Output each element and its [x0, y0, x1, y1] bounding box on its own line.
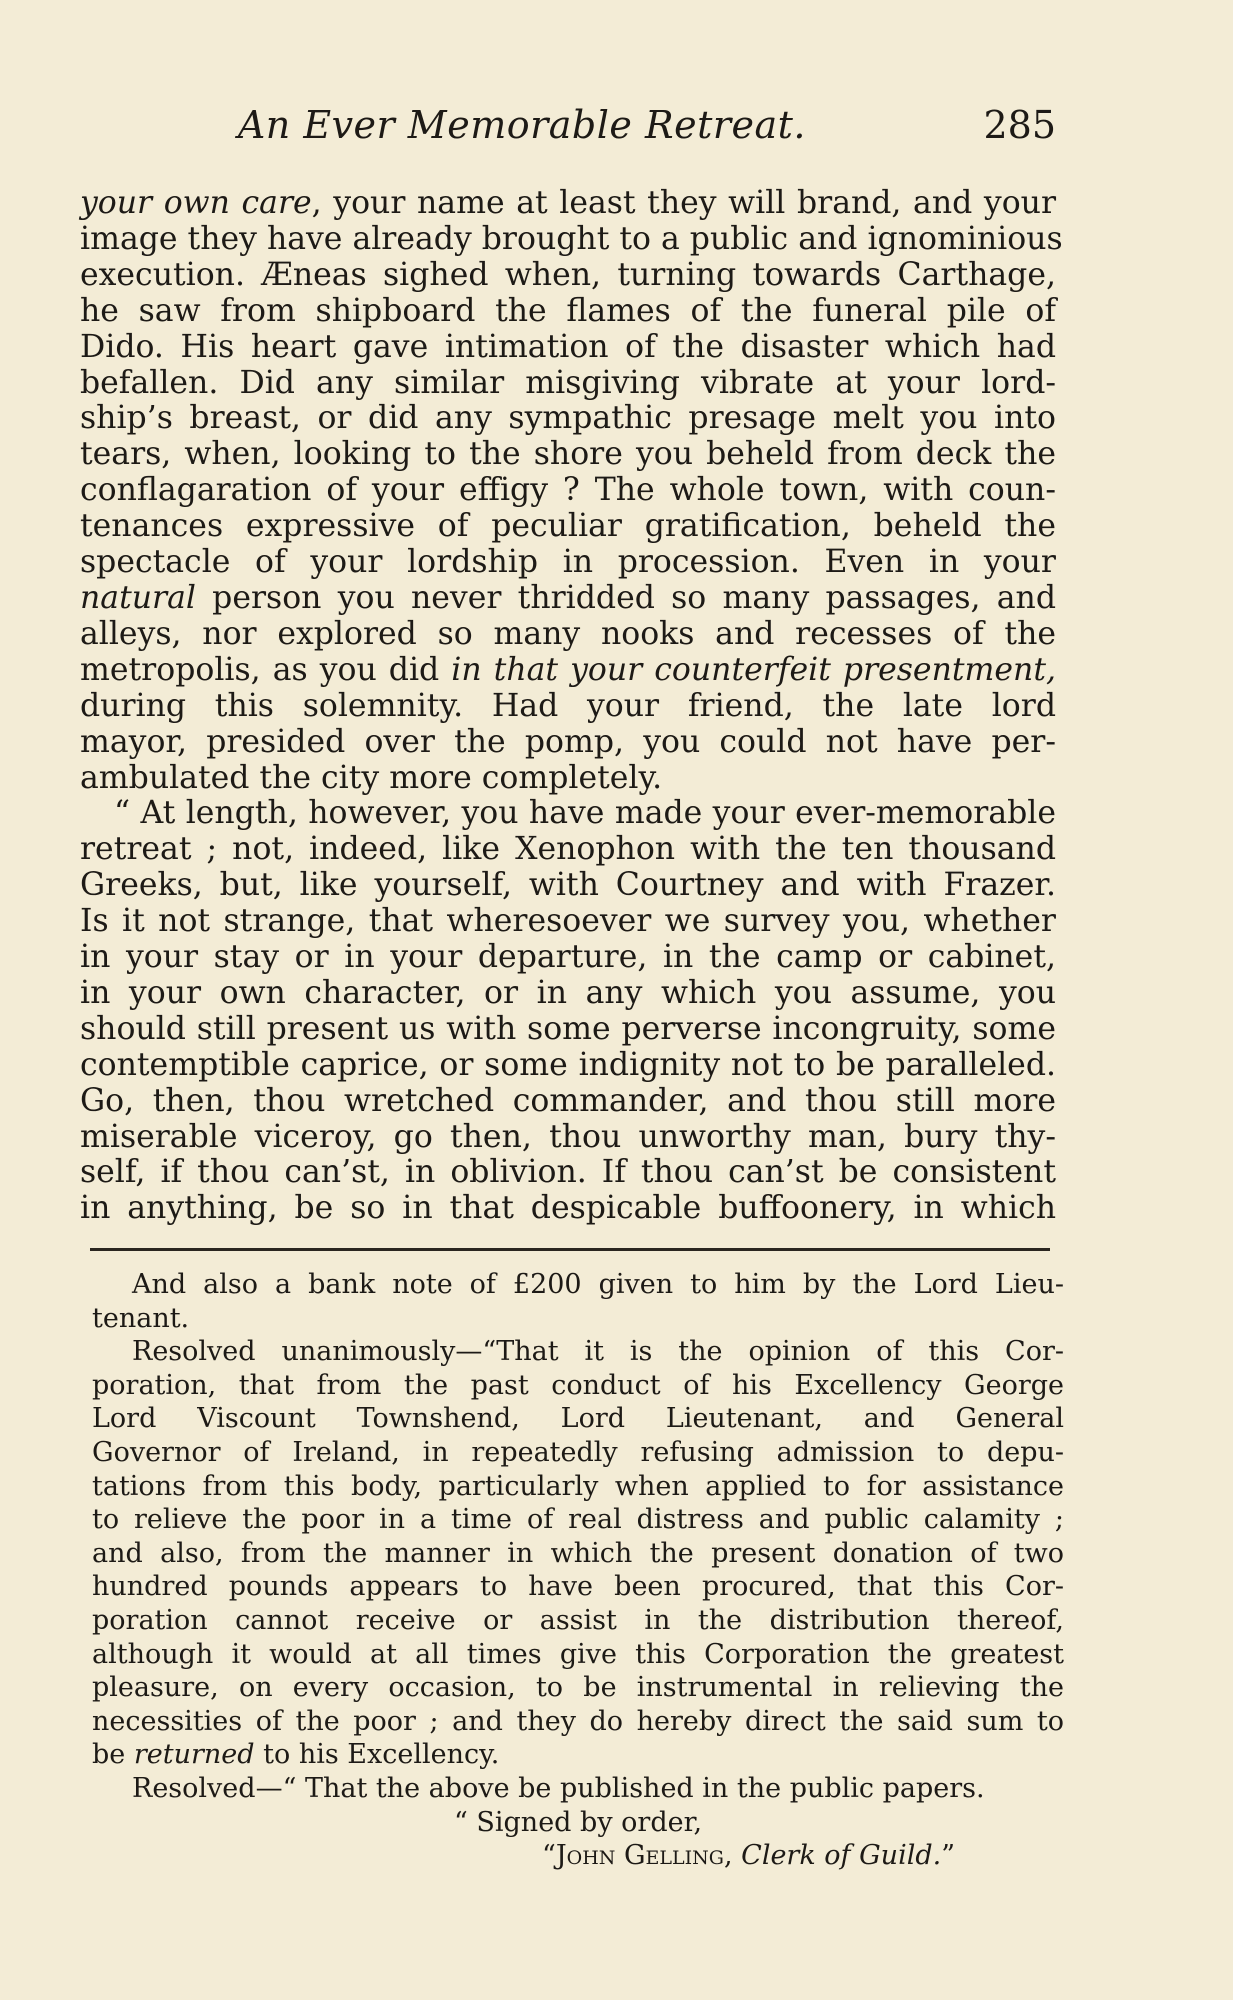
text-line: image they have already brought to a public and ignominious: [80, 220, 1063, 257]
text-line: self, if thou can’st, in oblivion. If thou can’st be consistent: [80, 1154, 1056, 1191]
text-line: execution. Æneas sighed when, turning towards Carthage,: [80, 256, 1056, 293]
text-line: conflagaration of your effigy ? The whole town, with coun-: [80, 472, 1056, 509]
text-line: natural person you never thridded so many passages, and: [80, 579, 1056, 616]
text-line: Go, then, thou wretched commander, and thou still more: [80, 1082, 1056, 1119]
footnote-line: be returned to his Excellency.: [92, 1739, 500, 1771]
footnote-line: Resolved unanimously—“That it is the opinion of this Cor-: [132, 1336, 1064, 1368]
footnote: [92, 1268, 1064, 1873]
signature-line: “ Signed by order,: [454, 1806, 703, 1838]
text-line: miserable viceroy, go then, thou unworthy man, bury thy-: [80, 1118, 1056, 1155]
page-header: [84, 95, 1056, 155]
clerk-name: John Gelling: [555, 1840, 724, 1872]
text-line: in anything, be so in that despicable buffoonery, in which: [80, 1190, 1056, 1227]
text-line: your own care, your name at least they will brand, and your: [80, 185, 1056, 221]
footnote-line: and also, from the manner in which the present donation of two: [92, 1537, 1064, 1569]
text-line: ambulated the city more completely.: [80, 759, 663, 796]
text-line: he saw from shipboard the flames of the funeral pile of: [80, 292, 1056, 329]
footnote-line: to relieve the poor in a time of real distress and public calamity ;: [92, 1504, 1064, 1536]
footnote-line: poration cannot receive or assist in the distribution thereof,: [92, 1604, 1064, 1636]
page-number: 285: [983, 103, 1056, 147]
footnote-line: Governor of Ireland, in repeatedly refusing admission to depu-: [92, 1436, 1064, 1468]
text-line: “ At length, however, you have made your ever-memorable: [114, 795, 1056, 832]
italic-phrase: in that your counterfeit presentment,: [451, 651, 1056, 688]
text-line: during this solemnity. Had your friend, the late lord: [80, 687, 1056, 724]
italic-phrase: your own care: [80, 185, 312, 221]
footnote-line: although it would at all times give this Corporation the greatest: [92, 1638, 1064, 1670]
text-line: metropolis, as you did in that your counterfeit presentment,: [80, 651, 1056, 688]
text-line: in your own character, or in any which you assume, you: [80, 974, 1056, 1011]
footnote-line: And also a bank note of £200 given to him by the Lord Lieu-: [132, 1269, 1064, 1300]
italic-phrase: natural: [80, 579, 196, 616]
text-line: spectacle of your lordship in procession. Even in your: [80, 544, 1056, 581]
text-line: in your stay or in your departure, in the camp or cabinet,: [80, 939, 1056, 976]
text-line: tenances expressive of peculiar gratification, beheld the: [80, 508, 1056, 545]
running-title: An Ever Memorable Retreat.: [237, 103, 806, 147]
main-text: [80, 185, 1063, 1227]
text-line: ship’s breast, or did any sympathic presage melt you into: [80, 400, 1056, 437]
text-line: contemptible caprice, or some indignity not to be paralleled.: [80, 1046, 1056, 1083]
text-line: Dido. His heart gave intimation of the disaster which had: [80, 328, 1056, 365]
text-line: tears, when, looking to the shore you beheld from deck the: [80, 436, 1056, 473]
footnote-line: tenant.: [92, 1302, 190, 1334]
text-line: Is it not strange, that wheresoever we survey you, whether: [80, 903, 1056, 940]
footnote-line: poration, that from the past conduct of his Excellency George: [92, 1369, 1064, 1401]
footnote-divider: [90, 1248, 1050, 1251]
footnote-line: hundred pounds appears to have been procured, that this Cor-: [92, 1571, 1064, 1603]
text-line: befallen. Did any similar misgiving vibrate at your lord-: [80, 364, 1056, 401]
footnote-line: necessities of the poor ; and they do hereby direct the said sum to: [92, 1705, 1064, 1737]
text-line: mayor, presided over the pomp, you could not have per-: [80, 723, 1056, 760]
text-line: alleys, nor explored so many nooks and recesses of the: [80, 615, 1056, 652]
text-line: retreat ; not, indeed, like Xenophon with the ten thousand: [80, 831, 1056, 868]
footnote-line: Lord Viscount Townshend, Lord Lieutenant, and General: [92, 1403, 1064, 1435]
text-line: Greeks, but, like yourself, with Courtney and with Frazer.: [80, 867, 1056, 904]
clerk-title: Clerk of Guild.: [741, 1840, 942, 1872]
text-line: should still present us with some perverse incongruity, some: [80, 1010, 1056, 1047]
footnote-line: Resolved—“ That the above be published in the public papers.: [132, 1772, 985, 1804]
italic-phrase: returned: [133, 1739, 255, 1771]
signature-name-line: “John Gelling, Clerk of Guild.”: [542, 1840, 956, 1872]
footnote-line: pleasure, on every occasion, to be instrumental in relieving the: [92, 1672, 1064, 1704]
footnote-line: tations from this body, particularly when applied to for assistance: [92, 1470, 1064, 1502]
